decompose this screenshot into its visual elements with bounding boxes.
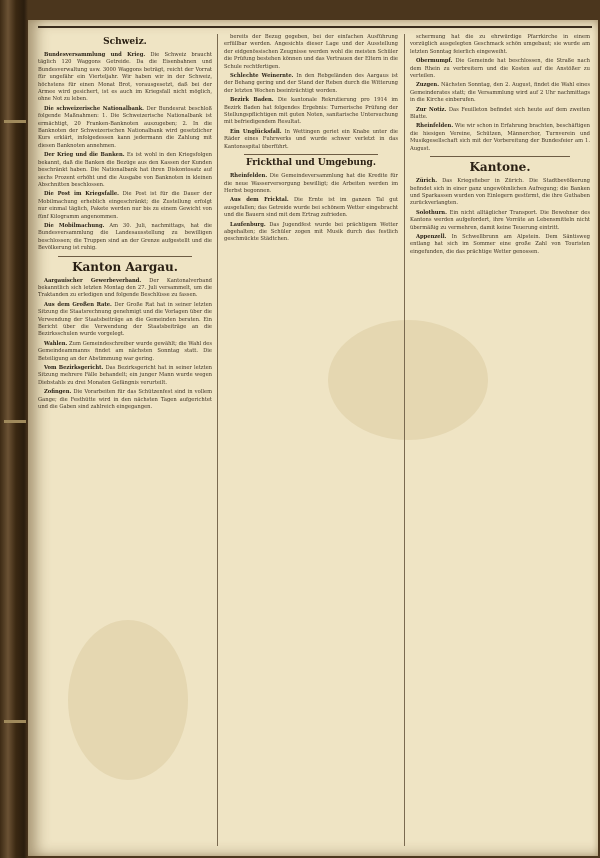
article-text: schermung hat die zu ehrwürdige Pfarrkirche in einem vorzüglich ausgelegten Geschmack schön umgebaut; sie wurde am letzten Sonntag feierlich eingeweiht.: [410, 34, 590, 55]
article-lead: Zuzgen.: [416, 82, 440, 89]
article-lead: Aus dem Fricktal.: [230, 197, 289, 204]
section-title-aargau: Kanton Aargau.: [72, 259, 178, 274]
article-lead: Laufenburg.: [230, 221, 266, 228]
column-rule: [217, 34, 218, 846]
section-divider: [58, 256, 192, 257]
article-text: Nächsten Sonntag, den 2. August, findet die Wahl eines Gemeinderates statt; die Versammlung wird auf 2 Uhr nachmittags in die Kirche einberufen.: [410, 82, 590, 104]
article-text: Ein nicht alltäglicher Transport. Die Bewohner des Kantons werden aufgefordert, ihre Vorräte an Lebensmitteln nicht übermäßig zu vermehren, damit keine Teuerung eintritt.: [410, 209, 590, 231]
article: [38, 152, 212, 189]
header-rule: [38, 26, 592, 28]
article-lead: Bundesversammlung und Krieg.: [44, 52, 146, 58]
section-title-schweiz: Schweiz.: [103, 37, 147, 47]
article-text: Zum Gemeindeschreiber wurde gewählt; die Wahl des Gemeindeammanns findet am nächsten Sonntag statt. Die Beteiligung an der Abstimmung war gering.: [38, 340, 212, 362]
article: [410, 234, 590, 256]
article-lead: Die Post im Kriegsfalle.: [44, 191, 119, 198]
article-text: Die Gemeindeversammlung hat die Kredite für die neue Wasserversorgung bewilligt; die Arbeiten werden im Herbst begonnen.: [224, 173, 398, 194]
article-lead: Aus dem Großen Rate.: [44, 301, 112, 308]
article-text: In Schwellbrunn am Alpstein. Dem Säntisweg entlang hat sich im Sommer eine große Zahl von Touristen eingefunden, die das prächtige Wetter genossen.: [410, 233, 590, 255]
newspaper-page: [28, 20, 598, 856]
article: [38, 278, 212, 300]
spine-band: [4, 720, 26, 723]
article: [224, 73, 398, 95]
article-text: Der Kantonalverband bekanntlich sich letzten Montag den 27. Juli versammelt, um die Traktanden zu erledigen und folgende Beschlüsse zu fassen.: [38, 277, 212, 299]
article-lead: Wahlen.: [44, 340, 68, 347]
article-text: Die Ernte ist im ganzen Tal gut ausgefallen; das Getreide wurde bei schönem Wetter eingebracht und die Bauern sind mit dem Ertrag zufrieden.: [224, 197, 398, 219]
article: [410, 178, 590, 208]
article: [410, 210, 590, 232]
article-lead: Der Krieg und die Banken.: [44, 152, 125, 159]
article-text: Am 30. Juli, nachmittags, hat die Bundesversammlung die Landesausstellung zu bewilligen beschlossen; die Truppen sind an der Grenze aufgestellt und die Bevölkerung ist ruhig.: [38, 222, 212, 252]
article-text: Das Jugendfest wurde bei prächtigem Wetter abgehalten; die Schüler zogen mit Musik durch das festlich geschmückte Städtchen.: [224, 221, 398, 243]
article: [38, 106, 212, 150]
column-rule: [404, 34, 405, 846]
article-text: Der Bundesrat beschloß folgende Maßnahmen: 1. Die Schweizerische Nationalbank ist ermächtigt, 20 Franken-Banknoten auszugeben; 2. In die Banknoten der Schweizerischen Nationalbank wird gesetzlicher Kurs erklärt, infolgedessen kann jedermann die Zahlung mit diesen Banknoten annehmen.: [38, 105, 212, 149]
article: [410, 58, 590, 80]
article: [38, 341, 212, 363]
article-lead: Schlechte Weinernte.: [230, 73, 294, 80]
article-text: Das Bezirksgericht hat in seiner letzten Sitzung mehrere Fälle behandelt; ein junger Mann wurde wegen Diebstahls zu drei Monaten Gefängnis verurteilt.: [38, 365, 212, 386]
section-divider: [430, 156, 570, 157]
article: [410, 123, 590, 153]
article-text: Es ist wohl in den Kriegsfolgen bekannt, daß die Banken die Bezüge aus den Kassen der Kunden beschränkt haben. Die Nationalbank hat ihren Diskontosatz auf sechs Prozent erhöht und die Ausgabe von Banknoten in kleinen Abschnitten beschlossen.: [38, 152, 212, 188]
article-lead: Zur Notiz.: [416, 106, 447, 113]
article-lead: Rheinfelden.: [416, 123, 454, 130]
article: [38, 365, 212, 387]
article-lead: Obermumpf.: [416, 58, 453, 65]
article-text: Die Post ist für die Dauer der Mobilmachung erheblich eingeschränkt; die Zustellung erfolgt nur einmal täglich, Pakete werden nur bis zu einem Gewicht von fünf Kilogramm angenommen.: [38, 191, 212, 220]
column-left: [38, 34, 212, 846]
article-text: Die Vorarbeiten für das Schützenfest sind in vollem Gange; die Festhütte wird in den nächsten Tagen aufgerichtet und die Gaben sind zahlreich eingegangen.: [38, 389, 212, 411]
section-title-frickthal: Frickthal und Umgebung.: [246, 158, 376, 169]
article-text: Das Feuilleton befindet sich heute auf dem zweiten Blatte.: [410, 106, 590, 121]
article: [38, 223, 212, 253]
article: [224, 97, 398, 127]
column-right: [410, 34, 590, 846]
column-middle: [224, 34, 398, 846]
article-lead: Die schweizerische Nationalbank.: [44, 105, 144, 112]
article: [38, 302, 212, 339]
spine-band: [4, 120, 26, 123]
article-text: In Wettingen geriet ein Knabe unter die Räder eines Fuhrwerks und wurde schwer verletzt in das Kantonsspital überführt.: [224, 128, 398, 150]
article-lead: Die Mobilmachung.: [44, 222, 105, 229]
article: [38, 389, 212, 411]
section-divider: [244, 154, 378, 155]
article: [224, 197, 398, 219]
spine-band: [4, 420, 26, 423]
article-lead: Zofingen.: [44, 389, 72, 396]
article-text: Wie wir schon in Erfahrung brachten, beschäftigen die hiesigen Vereine, Schützen, Männerchor, Turnverein und Musikgesellschaft sich mit der Vorbereitung der Bundesfeier am 1. August.: [410, 123, 590, 152]
article-lead: Vom Bezirksgericht.: [44, 365, 104, 372]
article: [38, 52, 212, 104]
article: [410, 34, 590, 56]
article-text: Die kantonale Rekrutierung pro 1914 im Bezirk Baden hat folgendes Ergebnis: Turnerische Prüfung der Stellungspflichtigen mit guten Noten, sanitarische Untersuchung mit befriedigendem Resultat.: [224, 97, 398, 126]
article: [224, 173, 398, 195]
article-text: Der Große Rat hat in seiner letzten Sitzung die Staatsrechnung genehmigt und die Vorlagen über die Verwendung der Staatsbeiträge an die Gemeinden beraten. Ein Bericht über die Verwendung der Staatsbeiträge an die Bezirksschulen wurde vorgelegt.: [38, 301, 212, 338]
article-text: Das Kriegsfieber in Zürich. Die Stadtbevölkerung befindet sich in einer ganz ungewöhnlichen Aufregung; die Banken und Sparkassen wurden von Einlegern gestürmt, die ihre Guthaben zurückverlangten.: [410, 178, 590, 207]
article-text: In den Rebgeländen des Aargaus ist der Behang gering und der Stand der Reben durch die Witterung der letzten Wochen beeinträchtigt worden.: [224, 73, 398, 94]
section-title-kantone: Kantone.: [469, 160, 531, 175]
article: [410, 82, 590, 104]
article-lead: Appenzell.: [416, 233, 447, 240]
article: [224, 129, 398, 151]
article-lead: Aargauischer Gewerbeverband.: [44, 277, 142, 284]
article-text: bereits der Bezug gegeben, bei der einfachen Ausführung erfüllbar werden. Angesichts dieser Lage und der Ausstellung der eidgenössischen Zeugnisse werden wohl die meisten Schüler die Prüfung bestehen können und das Vertrauen der Eltern in die Schule rechtfertigen.: [224, 34, 398, 70]
article-lead: Bezirk Baden.: [230, 97, 274, 104]
article-lead: Ein Unglücksfall.: [230, 128, 282, 135]
article-lead: Rheinfelden.: [230, 173, 268, 180]
article: [410, 107, 590, 122]
article-lead: Zürich.: [416, 178, 437, 185]
article-text: Die Gemeinde hat beschlossen, die Straße nach dem Rhein zu verbreitern und die Kosten auf die Anstößer zu verteilen.: [410, 58, 590, 80]
article-text: Die Schweiz braucht täglich 120 Waggons Getreide. Da die Eisenbahnen und Bundesverwaltung usw. 3000 Waggons beträgt, reicht der Vorrat für ungefähr ein Vierteljahr. Wir haben wir in der Schweiz, höchstens für einen Monat Brot, vorausgesetzt, daß bei der Armee wird gesichert, ist es auch im Kriegsfall nicht möglich, ohne Not zu leben.: [38, 52, 212, 103]
article: [224, 34, 398, 71]
article-lead: Solothurn.: [416, 209, 447, 216]
article: [38, 191, 212, 221]
article: [224, 222, 398, 244]
